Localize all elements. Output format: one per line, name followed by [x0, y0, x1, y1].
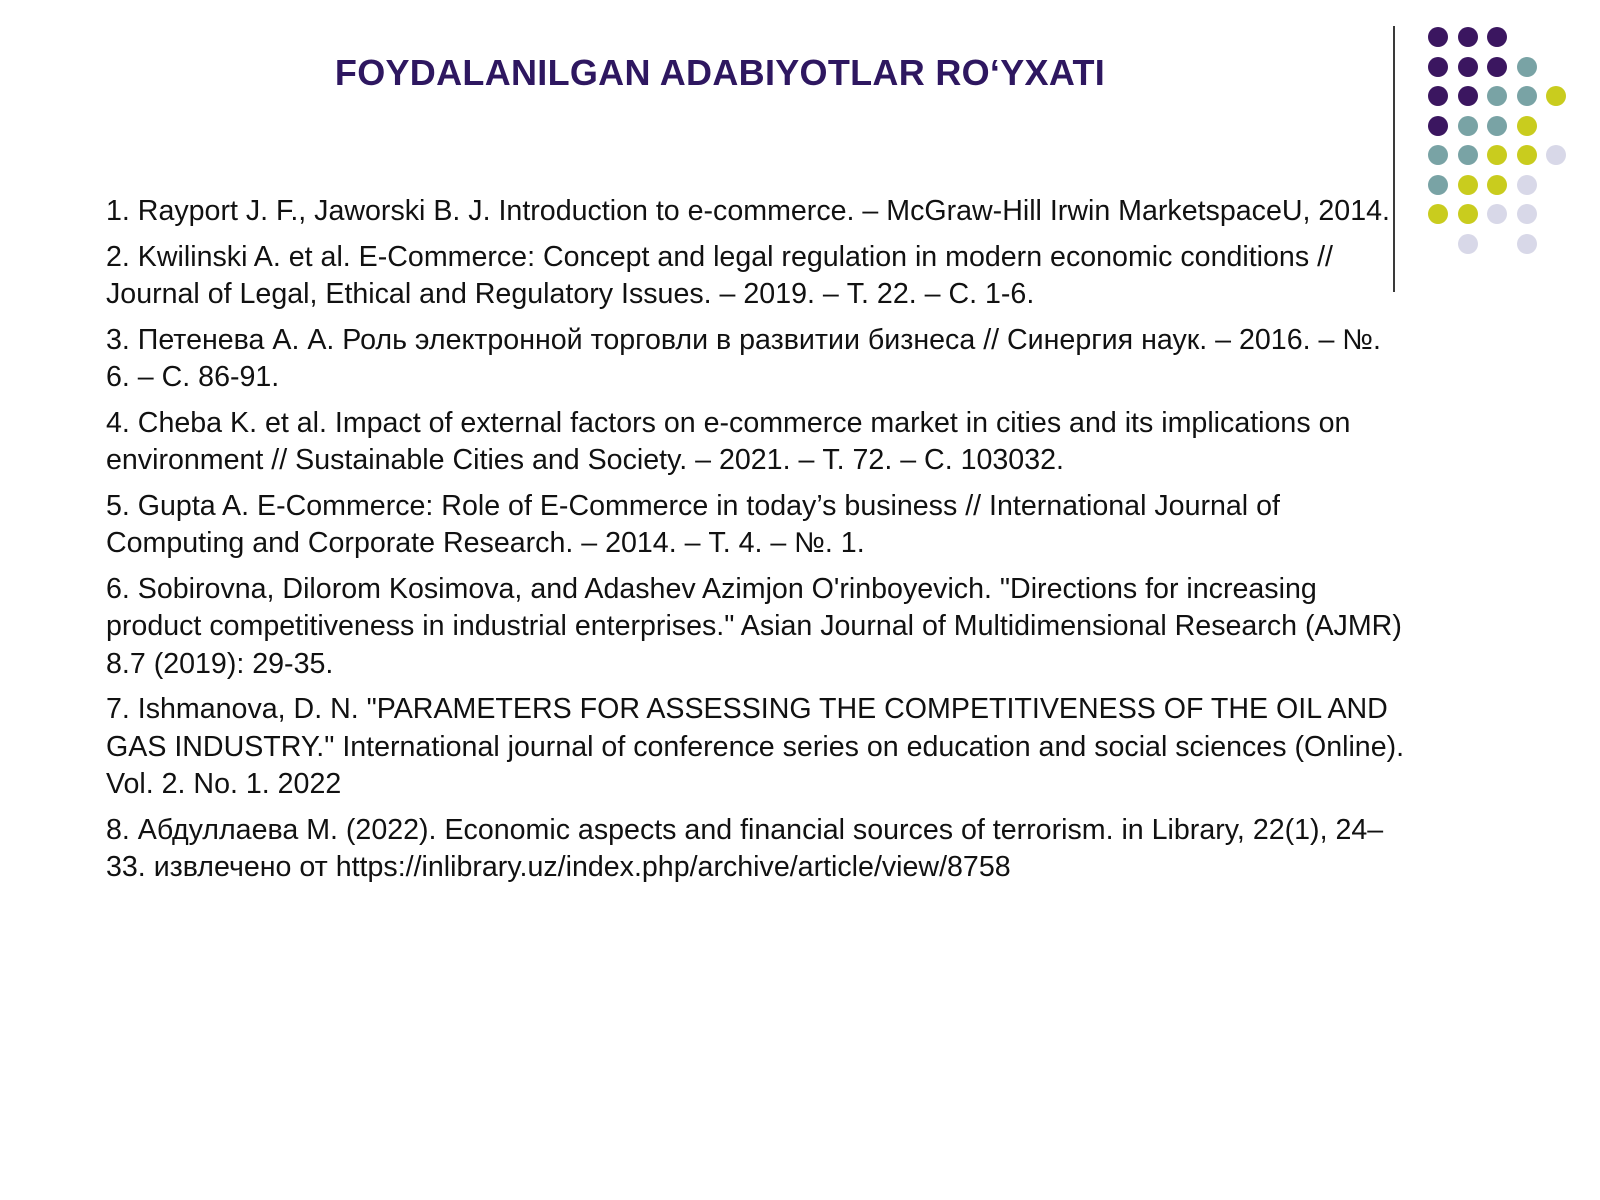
slide-title: FOYDALANILGAN ADABIYOTLAR RO‘YXATI	[334, 52, 1106, 93]
decorative-dot	[1487, 204, 1507, 224]
decorative-dot	[1546, 145, 1566, 165]
decorative-dot	[1487, 27, 1507, 47]
decorative-dot	[1428, 175, 1448, 195]
decorative-dot	[1428, 145, 1448, 165]
decorative-dot	[1428, 204, 1448, 224]
decorative-dot	[1487, 175, 1507, 195]
decorative-dot	[1546, 86, 1566, 106]
reference-item-1: 1. Rayport J. F., Jaworski B. J. Introduction to e-commerce. – McGraw-Hill Irwin MarketspaceU, 2014.	[106, 195, 1390, 227]
decorative-dot	[1458, 145, 1478, 165]
decorative-dot	[1458, 27, 1478, 47]
decorative-dot	[1458, 175, 1478, 195]
reference-item-2: 2. Kwilinski A. et al. E-Commerce: Concept and legal regulation in modern economic conditions // Journal of Legal, Ethical and Regulatory Issues. – 2019. – Т. 22. – С. 1-6.	[106, 240, 1333, 310]
decorative-dot	[1458, 234, 1478, 254]
decorative-dot	[1517, 204, 1537, 224]
decorative-dot	[1428, 27, 1448, 47]
decorative-dot	[1487, 116, 1507, 136]
decorative-dot	[1487, 57, 1507, 77]
reference-item-5: 5. Gupta A. E-Commerce: Role of E-Commerce in today’s business // International Journal of Computing and Corporate Research. – 2014. – Т. 4. – №. 1.	[106, 489, 1280, 559]
decorative-dot	[1517, 57, 1537, 77]
reference-list	[106, 193, 1406, 895]
decorative-dot	[1458, 57, 1478, 77]
decorative-dot	[1458, 86, 1478, 106]
reference-item-7: 7. Ishmanova, D. N. "PARAMETERS FOR ASSESSING THE COMPETITIVENESS OF THE OIL AND GAS INDUSTRY." International journal of conference series on education and social sciences (Online). Vol. 2. No. 1. 2022	[106, 693, 1405, 800]
decorative-dot	[1487, 86, 1507, 106]
reference-item-3: 3. Петенева А. А. Роль электронной торговли в развитии бизнеса // Синергия наук. – 2016. – №. 6. – С. 86-91.	[106, 323, 1381, 393]
decorative-dot	[1458, 116, 1478, 136]
decorative-dot	[1517, 116, 1537, 136]
decorative-dot	[1517, 175, 1537, 195]
reference-item-4: 4. Cheba K. et al. Impact of external factors on e-commerce market in cities and its implications on environment // Sustainable Cities and Society. – 2021. – Т. 72. – С. 103032.	[106, 406, 1351, 476]
decorative-dot	[1517, 145, 1537, 165]
decorative-dot	[1517, 86, 1537, 106]
decorative-dot	[1487, 145, 1507, 165]
decorative-dot	[1428, 116, 1448, 136]
decorative-dot	[1458, 204, 1478, 224]
reference-item-6: 6. Sobirovna, Dilorom Kosimova, and Adashev Azimjon O'rinboyevich. "Directions for increasing product competitiveness in industrial enterprises." Asian Journal of Multidimensional Research (AJMR) 8.7 (2019): 29-35.	[106, 572, 1402, 680]
decorative-dot	[1517, 234, 1537, 254]
reference-item-8: 8. Абдуллаева М. (2022). Economic aspects and financial sources of terrorism. in Library, 22(1), 24–33. извлечено от https://inlibrary.uz/index.php/archive/article/view/8758	[106, 813, 1384, 883]
